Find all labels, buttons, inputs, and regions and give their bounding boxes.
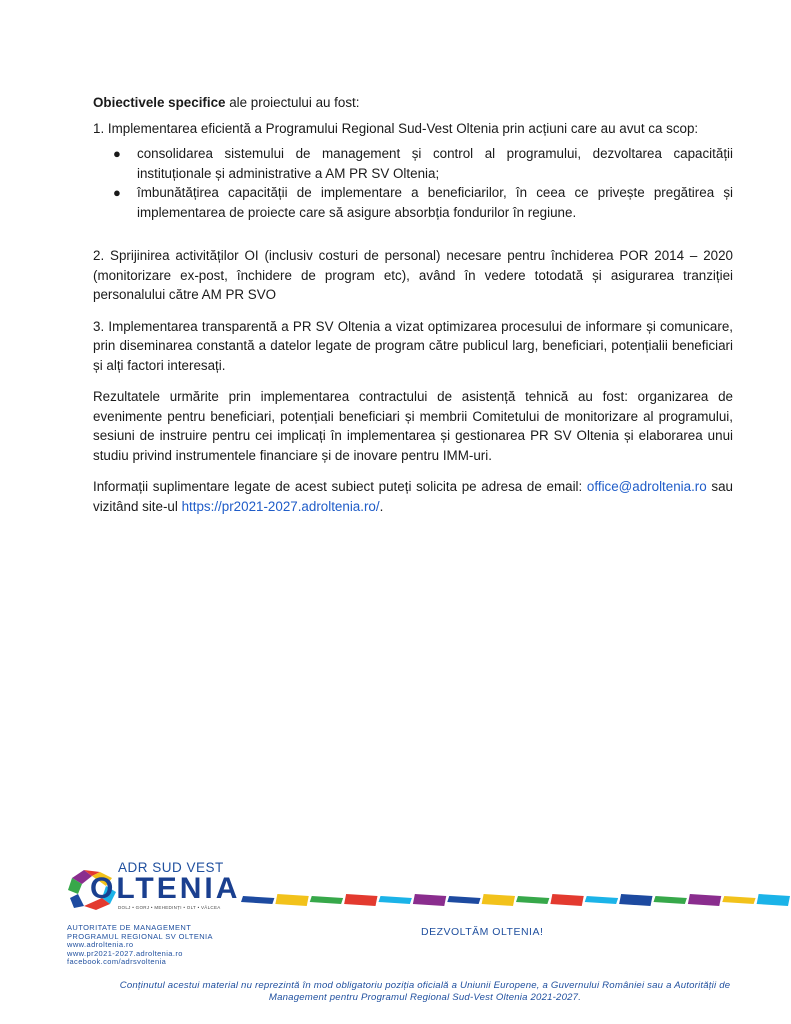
- management-info: [67, 924, 213, 967]
- stripe-segment: [275, 894, 308, 906]
- slogan: DEZVOLTĂM OLTENIA!: [421, 926, 544, 938]
- email-link[interactable]: office@adroltenia.ro: [586, 479, 707, 494]
- stripe-segment: [722, 896, 755, 904]
- objectives-heading-rest: ale proiectului au fost:: [225, 95, 360, 110]
- document-body: [93, 93, 733, 528]
- stripe-segment: [757, 894, 790, 906]
- stripe-segment: [344, 894, 377, 906]
- bullet-icon: ●: [113, 185, 121, 200]
- list-item: [93, 183, 733, 222]
- logo-main-text: OLTENIA: [90, 872, 241, 905]
- stripe-segment: [482, 894, 515, 906]
- stripe-segment: [619, 894, 652, 906]
- facebook-line[interactable]: facebook.com/adrsvoltenia: [67, 957, 167, 967]
- objective-bullet-list: [93, 144, 733, 222]
- disclaimer: Conținutul acestui material nu reprezintă în mod obligatoriu poziția oficială a Uniunii Europene, a Guvernului României sau a Autorității de Management pentru Programul Regional Sud-Vest Oltenia 2021-2027.: [119, 980, 731, 1003]
- bullet-text: îmbunătățirea capacității de implementare a beneficiarilor, în ceea ce privește pregătirea și implementarea de proiecte care să asigure absorbția fondurilor în regiune.: [137, 185, 733, 220]
- contact-intro: Informații suplimentare legate de acest subiect puteți solicita pe adresa de email:: [93, 479, 587, 494]
- website-line[interactable]: www.pr2021-2027.adroltenia.ro: [67, 948, 183, 958]
- adr-logo: [66, 858, 241, 920]
- objective-item-2: 2. Sprijinirea activităților OI (inclusiv costuri de personal) necesare pentru închiderea POR 2014 – 2020 (monitorizare ex-post, închidere de program etc), având în vedere totodată și asigurarea tranziției personalului către AM PR SVO: [93, 248, 733, 302]
- contact-end: .: [379, 498, 384, 514]
- stripe-segment: [241, 896, 274, 904]
- objectives-heading-bold: Obiectivele specifice: [93, 95, 226, 110]
- management-line: AUTORITATE DE MANAGEMENT: [67, 923, 192, 932]
- stripe-segment: [516, 896, 549, 904]
- stripe-segment: [654, 896, 687, 904]
- website-link[interactable]: https://pr2021-2027.adroltenia.ro/: [181, 498, 380, 514]
- stripe-segment: [379, 896, 412, 904]
- list-item: [93, 144, 733, 183]
- management-line: PROGRAMUL REGIONAL SV OLTENIA: [67, 931, 213, 941]
- bullet-icon: ●: [113, 146, 121, 161]
- contact-paragraph: [93, 477, 733, 516]
- stripe-segment: [310, 896, 343, 904]
- stripe-segment: [688, 894, 721, 906]
- stripe-segment: [447, 896, 480, 904]
- website-line[interactable]: www.adroltenia.ro: [67, 940, 134, 950]
- logo-top-text: ADR SUD VEST: [118, 860, 224, 875]
- bullet-text: consolidarea sistemului de management și control al programului, dezvoltarea capacității instituționale și administrative a AM PR SV Oltenia;: [137, 146, 733, 181]
- stripe-segment: [550, 894, 583, 906]
- results-paragraph: Rezultatele urmărite prin implementarea contractului de asistență tehnică au fost: organizarea de evenimente pentru beneficiari, potențiali beneficiari și membrii Comitetului de monitorizare al programului, sesiuni de instruire pentru cei implicați în implementarea și gestionarea PR SV Oltenia și elaborarea unui studiu privind instrumentele financiare și de inovare pentru IMM-uri.: [93, 389, 733, 463]
- objective-item-1: 1. Implementarea eficientă a Programului Regional Sud-Vest Oltenia prin acțiuni care au avut ca scop:: [93, 120, 699, 136]
- decorative-color-stripe: [241, 892, 791, 908]
- objective-item-3: 3. Implementarea transparentă a PR SV Oltenia a vizat optimizarea procesului de informare și comunicare, prin diseminarea constantă a datelor legate de program către publicul larg, beneficiari, potențialii beneficiari și alți factori interesați.: [93, 318, 733, 373]
- contact-middle: sau vizitând site-ul: [93, 479, 733, 514]
- objectives-heading: [93, 93, 733, 113]
- stripe-segment: [413, 894, 446, 906]
- logo-counties-text: DOLJ • GORJ • MEHEDINȚI • OLT • VÂLCEA: [118, 905, 221, 910]
- stripe-segment: [585, 896, 618, 904]
